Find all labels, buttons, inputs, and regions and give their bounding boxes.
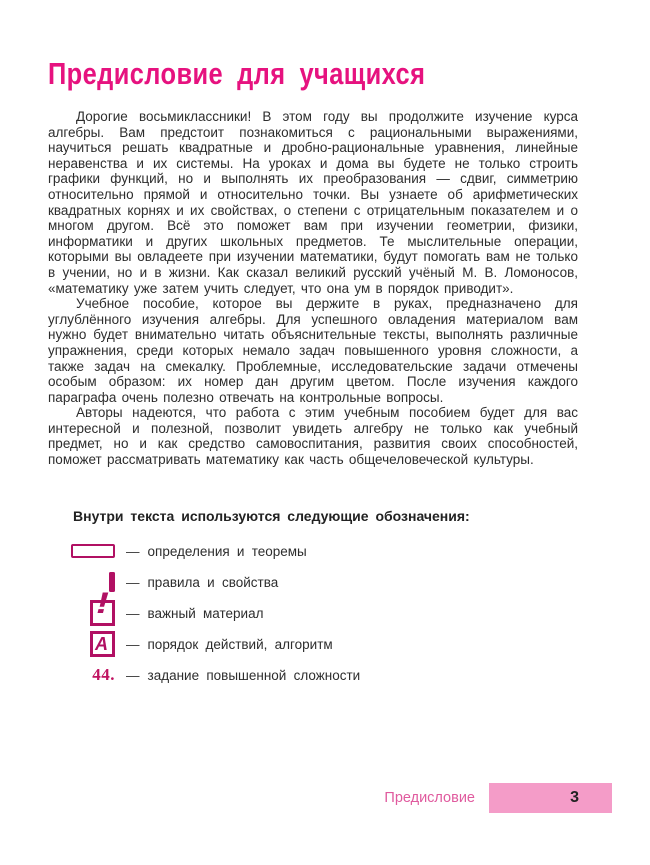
task-number-sample: 44. [92,665,115,685]
legend-item-label: задание повышенной сложности [147,667,361,683]
preface-body [48,109,578,468]
rule-bar-icon [109,572,115,592]
page-number-badge: 3 [489,783,612,813]
legend-dash: — [126,605,140,621]
legend-item [48,567,578,598]
page-title: Предисловие для учащихся [48,56,426,91]
definition-frame-icon [71,544,115,558]
body-paragraph: Дорогие восьмиклассники! В этом году вы продолжите изучение курса алгебры. Вам предстоит познакомиться с рациональными выражениями, научиться решать квадратные и дробно-рациональные уравнения, линейные неравенства и их системы. На уроках и дома вы будете не только строить графики функций, но и выполнять их преобразования — сдвиг, симметрию относительно прямой и относительно точки. Вы узнаете об арифметических квадратных корнях и их свойствах, о степени с отрицательным показателем и о многом другом. Всё это поможет вам при изучении геометрии, физики, информатики и других школьных предметов. Те мыслительные операции, которыми вы овладеете при изучении математики, будут помогать вам не только в учении, но и в жизни. Как сказал великий русский учёный М. В. Ломоносов, «математику уже затем учить следует, что она ум в порядок приводит». [48,109,578,296]
legend-header: Внутри текста используются следующие обозначения: [73,507,470,524]
legend-dash: — [126,574,140,590]
legend-item-label: порядок действий, алгоритм [147,636,333,652]
legend-item-label: правила и свойства [147,574,279,590]
legend-item [48,660,578,691]
body-paragraph: Учебное пособие, которое вы держите в руках, предназначено для углублённого изучения алгебры. Для успешного овладения материалом вам нужно будет внимательно читать объяснительные тексты, выполнять различные упражнения, среди которых немало задач повышенного уровня сложности, а также задач на смекалку. Проблемные, исследовательские задачи отмечены особым образом: их номер дан другим цветом. После изучения каждого параграфа очень полезно отвечать на контрольные вопросы. [48,296,578,405]
legend-dash: — [126,636,140,652]
notation-legend [48,508,578,691]
legend-dash: — [126,543,140,559]
legend-item-label: важный материал [147,605,264,621]
page-footer [384,783,612,813]
algorithm-letter-a-icon [90,631,115,657]
exclamation-glyph: ! [96,587,109,621]
footer-section-label: Предисловие [384,790,475,806]
legend-item-label: определения и теоремы [147,543,307,559]
important-exclamation-icon [90,587,115,626]
legend-item [48,587,578,629]
body-paragraph: Авторы надеются, что работа с этим учебным пособием будет для вас интересной и полезной, позволит увидеть алгебру не только как учебный предмет, но и как средство самовоспитания, развития своих способностей, поможет рассматривать математику как часть общечеловеческой культуры. [48,405,578,468]
legend-item [48,536,578,567]
letter-a-glyph: A [95,633,108,654]
legend-item [48,629,578,660]
legend-dash: — [126,667,140,683]
